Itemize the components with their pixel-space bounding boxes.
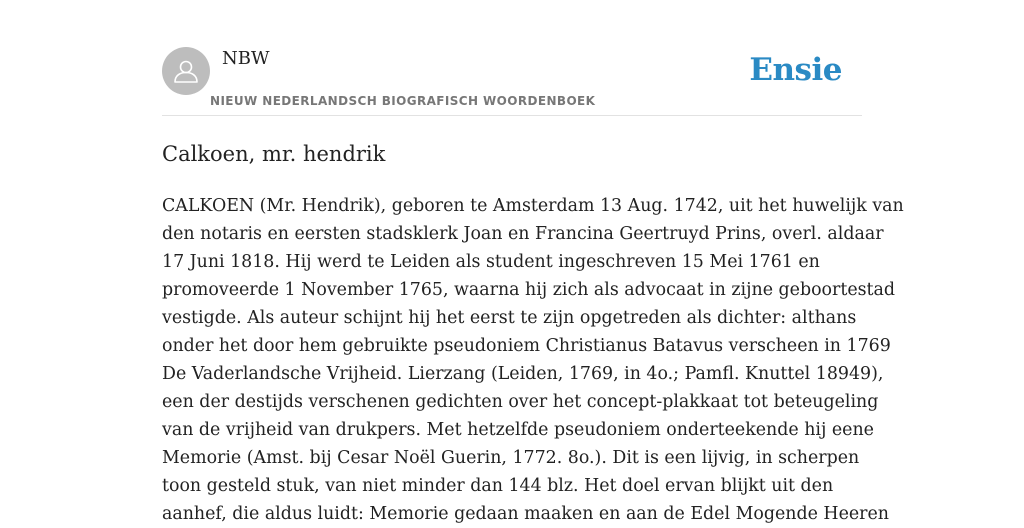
entry-body bbox=[162, 192, 904, 528]
source-header bbox=[162, 44, 862, 116]
body-line: promoveerde 1 November 1765, waarna hij zich als advocaat in zijne geboortestad bbox=[162, 280, 896, 300]
body-line: onder het door hem gebruikte pseudoniem Christianus Batavus verscheen in 1769 bbox=[162, 336, 891, 356]
brand-logo[interactable]: Ensie bbox=[749, 52, 842, 88]
source-subtitle: NIEUW NEDERLANDSCH BIOGRAFISCH WOORDENBOEK bbox=[210, 94, 596, 108]
avatar[interactable] bbox=[162, 47, 210, 95]
body-line: toon gesteld stuk, van niet minder dan 144 blz. Het doel ervan blijkt uit den bbox=[162, 476, 834, 496]
body-line: van de vrijheid van drukpers. Met hetzelfde pseudoniem onderteekende hij eene bbox=[162, 420, 874, 440]
body-line: Memorie (Amst. bij Cesar Noël Guerin, 1772. 8o.). Dit is een lijvig, in scherpen bbox=[162, 448, 860, 468]
body-line: aanhef, die aldus luidt: Memorie gedaan maaken en aan de Edel Mogende Heeren bbox=[162, 504, 889, 524]
entry-title: Calkoen, mr. hendrik bbox=[162, 142, 386, 166]
body-line: den notaris en eersten stadsklerk Joan en Francina Geertruyd Prins, overl. aldaar bbox=[162, 224, 884, 244]
user-silhouette-icon bbox=[162, 47, 210, 95]
body-line: een der destijds verschenen gedichten over het concept-plakkaat tot beteugeling bbox=[162, 392, 879, 412]
body-line: De Vaderlandsche Vrijheid. Lierzang (Leiden, 1769, in 4o.; Pamfl. Knuttel 18949), bbox=[162, 364, 884, 384]
body-line: 17 Juni 1818. Hij werd te Leiden als student ingeschreven 15 Mei 1761 en bbox=[162, 252, 820, 272]
body-line: CALKOEN (Mr. Hendrik), geboren te Amsterdam 13 Aug. 1742, uit het huwelijk van bbox=[162, 196, 904, 216]
body-line: vestigde. Als auteur schijnt hij het eerst te zijn opgetreden als dichter: althans bbox=[162, 308, 857, 328]
source-name[interactable]: NBW bbox=[222, 48, 270, 69]
